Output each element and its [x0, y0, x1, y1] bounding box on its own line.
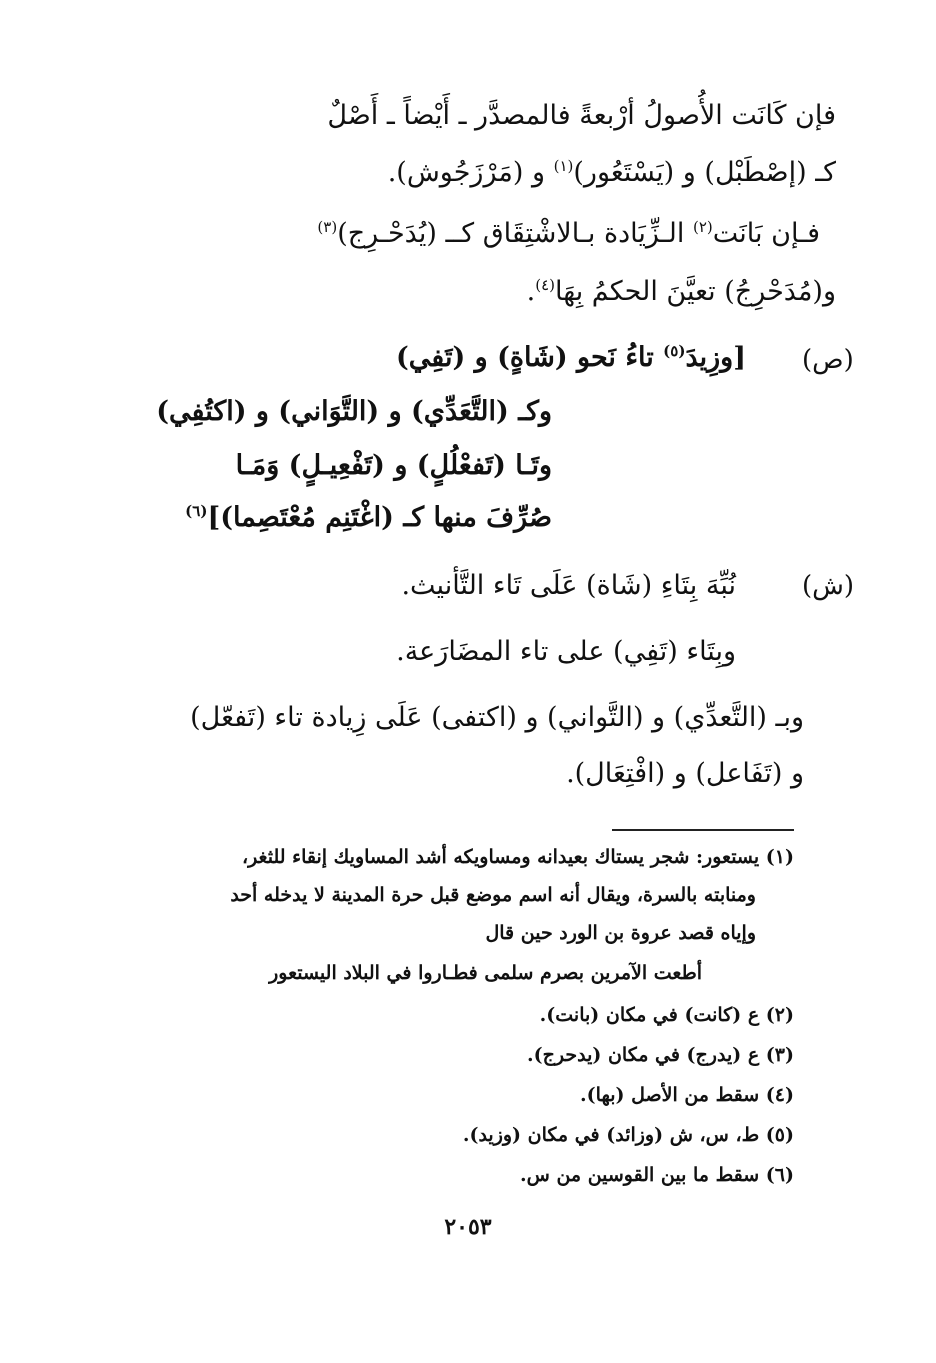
footnote-2: (٢) ع (كانت) في مكان (بانت). — [539, 1004, 794, 1026]
verse-line-4 — [185, 498, 552, 538]
footnote-ref-1: (١) — [553, 157, 574, 175]
footnote-1-verse: أطعت الآمرين بصرم سلمى فطـاروا في البلاد اليستعور — [269, 962, 702, 984]
footnote-1-line-3: وإياه قصد عروة بن الورد حين قال — [485, 922, 756, 944]
footnote-4: (٤) سقط من الأصل (بها). — [580, 1084, 794, 1106]
commentary-line-4: و (تَفَاعل) و (افْتِعَال). — [566, 758, 804, 789]
verse-text: صُرِّفَ منها كـ (اغْتَنِم مُعْتَصِما)] — [207, 502, 552, 533]
footnote-ref-5: (٥) — [663, 342, 686, 360]
body-line-1: فإن كَانَت الأُصولُ أرْبعةً فالمصدَّر ـ أَيْضاً ـ أَصْلٌ — [327, 100, 836, 131]
footnote-ref-2: (٢) — [692, 218, 713, 236]
footnote-1-line-2: ومنابته بالسرة، ويقال أنه اسم موضع قبل حرة المدينة لا يدخله أحد — [230, 884, 756, 906]
commentary-line-2: وبِتَاء (تَفِي) على تاء المضَارَعة. — [396, 636, 736, 667]
verse-text: [وزِيدَ — [685, 342, 746, 373]
page-number: ٢٠٥٣ — [444, 1214, 492, 1240]
sad-marker: (ص) — [802, 345, 854, 375]
footnote-separator — [612, 829, 794, 831]
shin-marker: (ش) — [802, 571, 855, 601]
body-text: و (مَرْزَجُوش). — [387, 157, 545, 188]
body-text: فـإن بَانَت — [712, 218, 820, 249]
body-line-4 — [527, 272, 836, 312]
footnote-ref-3: (٣) — [317, 218, 338, 236]
footnote-1-line-1: (١) يستعور: شجر يستاك بعيدانه ومساويكه أشد المساويك إنقاء للثغر، — [241, 846, 794, 868]
body-text: الـزِّيَادة بـالاشْتِقَاق كــ (يُدَحْـرِج) — [337, 218, 685, 249]
body-line-2 — [388, 153, 836, 193]
verse-line-2: وكـ (التَّعَدِّي) و (التَّوَاني) و (اكتُفِي) — [156, 396, 552, 427]
body-text: . — [526, 276, 536, 307]
footnote-6: (٦) سقط ما بين القوسين من س. — [520, 1164, 794, 1186]
verse-text: تاءُ نَحو (شَاةٍ) و (تَفِي) — [396, 342, 654, 373]
commentary-line-1: نُبِّهَ بِتَاءِ (شَاة) عَلَى تَاء التَّأنيث. — [401, 570, 736, 601]
body-text: كـ (إصْطَبْل) و (يَسْتَعُور) — [573, 157, 836, 188]
footnote-ref-4: (٤) — [535, 276, 556, 294]
body-text: و(مُدَحْرِجُ) تعيَّنَ الحكمُ بِهَا — [555, 276, 836, 307]
footnote-ref-6: (٦) — [185, 502, 208, 520]
body-line-3 — [317, 214, 820, 254]
footnote-5: (٥) ط، س، ش (وزائد) في مكان (وزيد). — [462, 1124, 794, 1146]
verse-line-3: وتَـا (تَفعْلُلٍ) و (تَفْعِيـلٍ) وَمَـا — [235, 450, 552, 481]
footnote-3: (٣) ع (يدرج) في مكان (يدحرج). — [527, 1044, 794, 1066]
commentary-line-3: وبـ (التَّعدِّي) و (التَّواني) و (اكتفى) عَلَى زِيادة تاء (تَفعّل) — [190, 702, 804, 733]
verse-line-1 — [396, 338, 746, 378]
